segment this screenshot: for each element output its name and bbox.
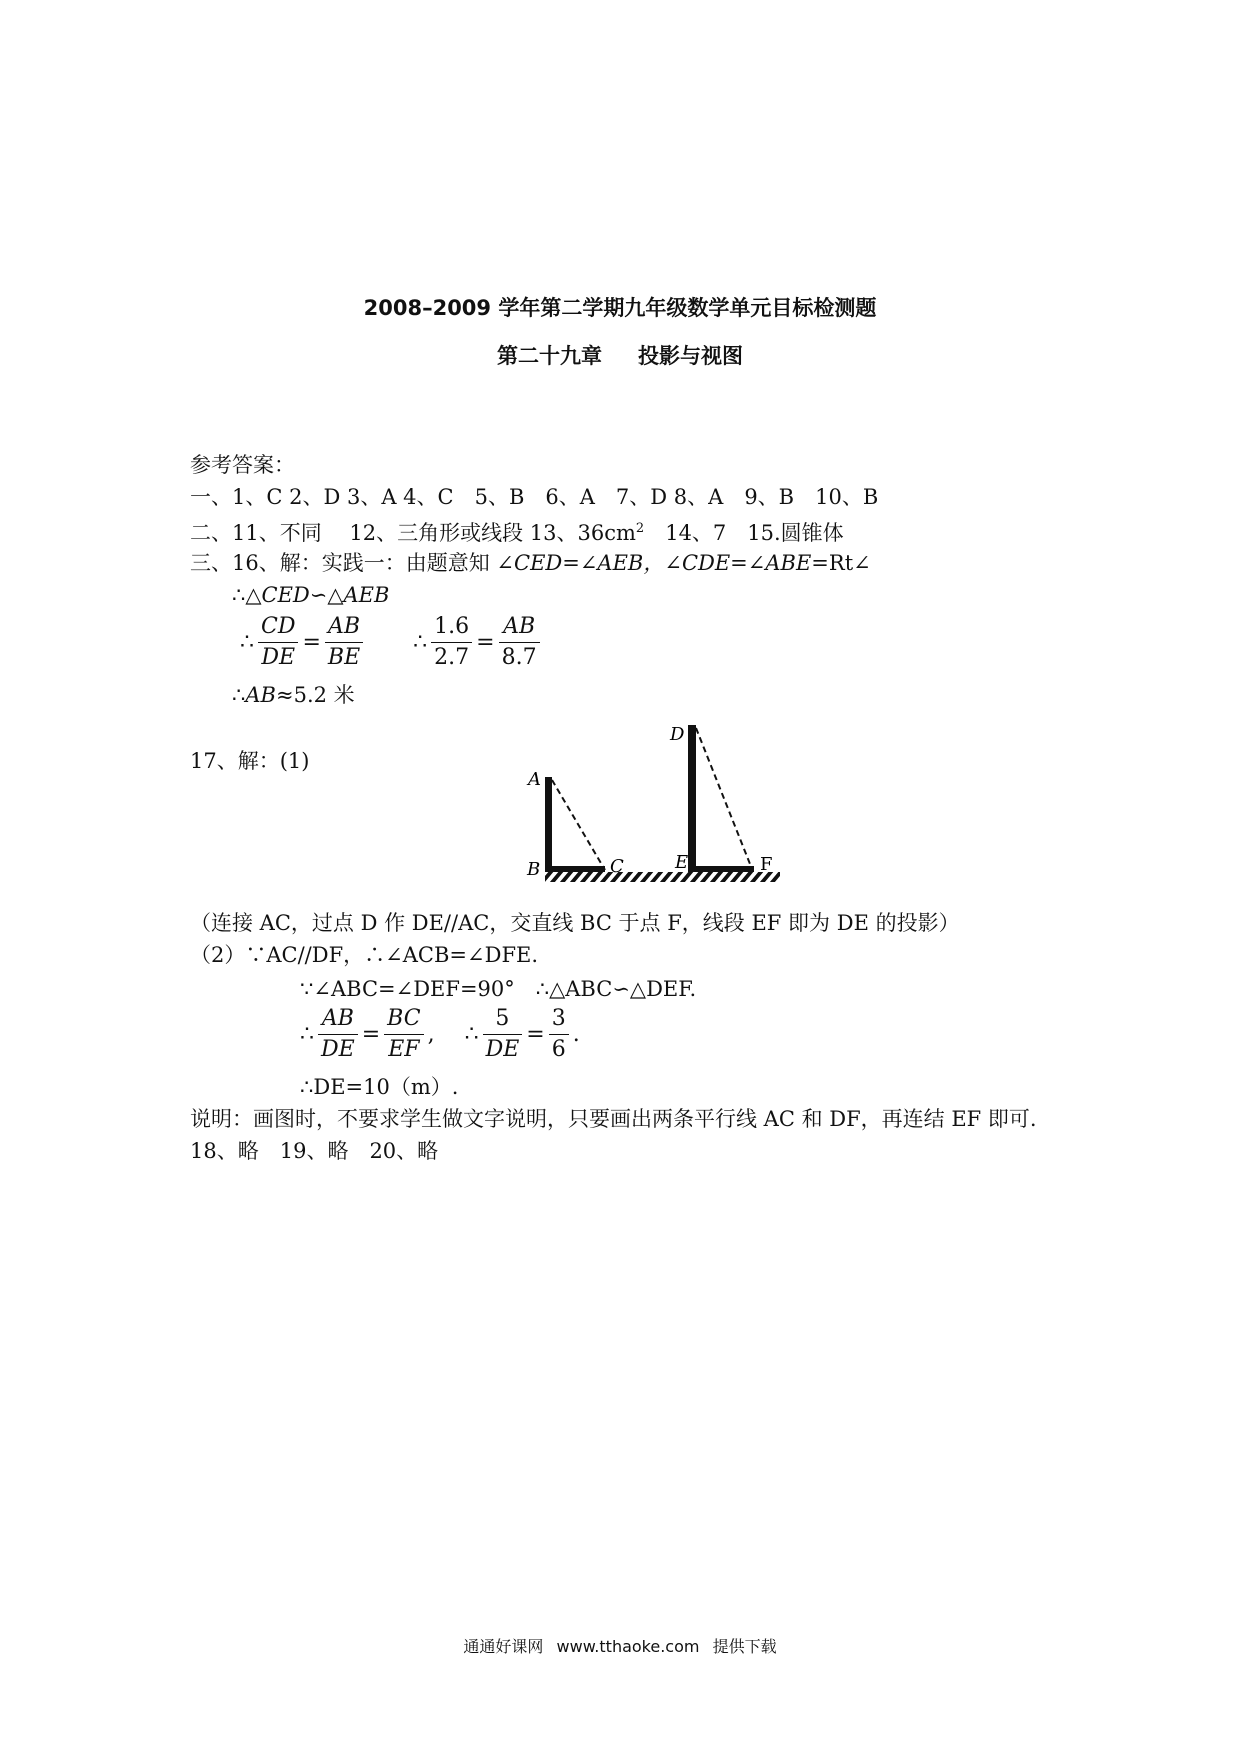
shadow-bc <box>545 866 605 872</box>
q17-construction-note: （连接 AC，过点 D 作 DE//AC，交直线 BC 于点 F，线段 EF 即为 DE 的投影） <box>190 911 960 935</box>
section-2-answers: 二、11、不同 12、三角形或线段 13、$36cm^2$ 14、7 15.圆锥体 <box>190 521 844 545</box>
pole-ab <box>545 777 552 872</box>
section-1-answers: 一、1、C 2、D 3、A 4、C 5、B 6、A 7、D 8、A 9、B 10、B <box>190 485 879 509</box>
label-c: C <box>610 856 624 877</box>
fraction: $\frac{3}{6}$ <box>549 1004 569 1065</box>
chapter-number: 第二十九章 <box>497 344 602 368</box>
line-ac <box>552 780 605 870</box>
fraction: $\frac{CD}{DE}$ <box>258 612 298 673</box>
label-e: E <box>675 852 689 873</box>
q17-result: ∴DE=10（m）. <box>300 1075 459 1099</box>
q16-result: ∴AB≈5.2 米 <box>232 683 355 707</box>
fraction: $\frac{AB}{BE}$ <box>325 612 363 673</box>
section-end-answers: 18、略 19、略 20、略 <box>190 1139 439 1163</box>
answers-label: 参考答案： <box>190 453 295 477</box>
footer-suffix: 提供下载 <box>712 1637 777 1656</box>
q17-part2-line2: ∵∠ABC=∠DEF=90° ∴△ABC∽△DEF. <box>300 977 697 1001</box>
explanation-note: 说明：画图时，不要求学生做文字说明，只要画出两条平行线 AC 和 DF，再连结 EF 即可. <box>190 1107 1037 1131</box>
line-df <box>696 728 752 869</box>
q16-line1: 三、16、解：实践一：由题意知 ∠CED=∠AEB，∠CDE=∠ABE=Rt∠ <box>190 551 871 575</box>
fraction: $\frac{1.6}{2.7}$ <box>431 612 472 673</box>
chapter-name: 投影与视图 <box>638 344 743 368</box>
fraction: $\frac{5}{DE}$ <box>483 1004 523 1065</box>
pole-de <box>688 725 696 872</box>
label-d: D <box>670 724 685 745</box>
q17-part2-line1: （2）∵AC//DF，∴∠ACB=∠DFE. <box>190 943 539 967</box>
q16-line2: ∴△CED∽△AEB <box>232 583 390 607</box>
footer-url[interactable]: www.tthaoke.com <box>556 1637 700 1656</box>
fraction: $\frac{AB}{8.7}$ <box>499 612 540 673</box>
fraction: $\frac{BC}{EF}$ <box>384 1004 423 1065</box>
label-f: F <box>760 854 773 875</box>
document-title: 2008–2009 学年第二学期九年级数学单元目标检测题 <box>363 296 877 320</box>
q17-label: 17、解：(1) <box>190 749 310 773</box>
shadow-ef <box>688 866 754 872</box>
page-footer <box>0 1634 1240 1657</box>
fraction: $\frac{AB}{DE}$ <box>318 1004 358 1065</box>
label-b: B <box>527 859 541 880</box>
q17-proportion: ∴ $\frac{AB}{DE}$ = $\frac{BC}{EF}$ , ∴ $\frac{5}{DE}$ = $\frac{3}{6}$ . <box>300 1004 580 1065</box>
q16-proportion: ∴ $\frac{CD}{DE}$ = $\frac{AB}{BE}$ ∴ $\frac{1.6}{2.7}$ = $\frac{AB}{8.7}$ <box>240 612 544 673</box>
footer-site-name: 通通好课网 <box>463 1637 544 1656</box>
label-a: A <box>528 769 541 790</box>
ground-hatch <box>545 872 780 882</box>
